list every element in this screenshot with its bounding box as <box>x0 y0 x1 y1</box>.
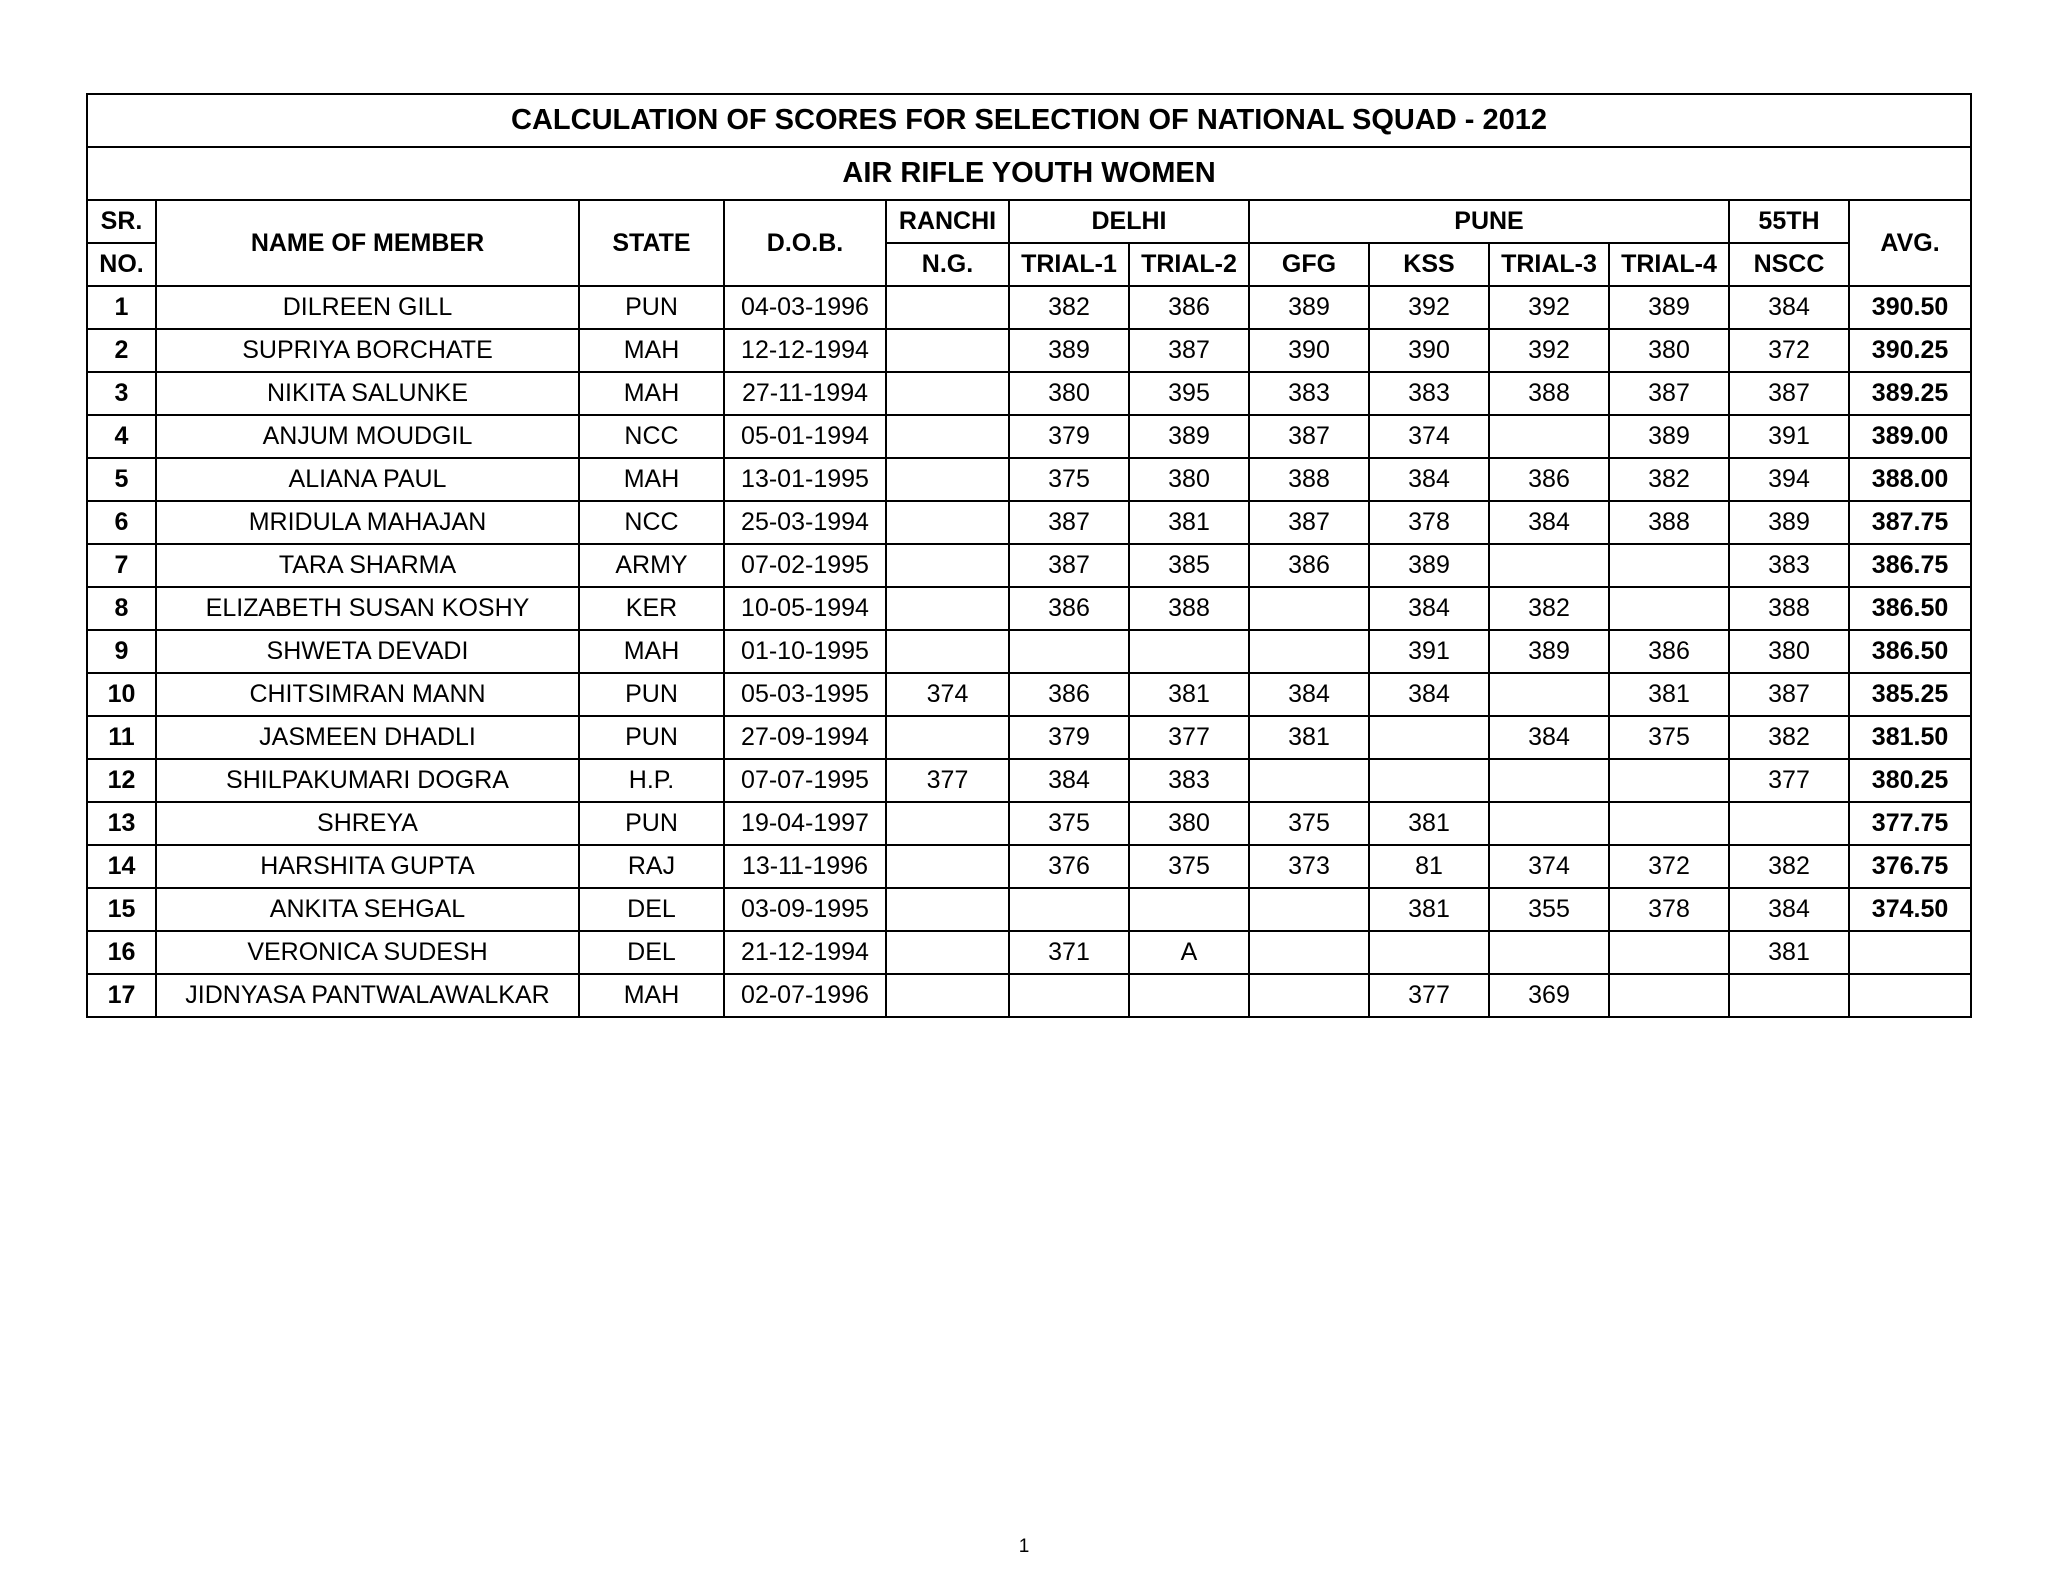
delhi-trial-2-cell: 386 <box>1129 286 1249 329</box>
delhi-trial-2-cell: A <box>1129 931 1249 974</box>
pune-kss-cell: 374 <box>1369 415 1489 458</box>
name-cell: SHILPAKUMARI DOGRA <box>156 759 579 802</box>
avg-cell: 377.75 <box>1849 802 1971 845</box>
nscc-cell: 384 <box>1729 888 1849 931</box>
avg-cell: 389.00 <box>1849 415 1971 458</box>
pune-gfg-cell <box>1249 931 1369 974</box>
nscc-cell: 389 <box>1729 501 1849 544</box>
dob-cell: 04-03-1996 <box>724 286 886 329</box>
pune-kss-cell <box>1369 931 1489 974</box>
sr-cell: 2 <box>87 329 156 372</box>
name-cell: JIDNYASA PANTWALAWALKAR <box>156 974 579 1017</box>
avg-cell: 388.00 <box>1849 458 1971 501</box>
pune-trial-4-cell <box>1609 759 1729 802</box>
sr-cell: 6 <box>87 501 156 544</box>
table-row <box>87 759 1971 802</box>
table-row <box>87 415 1971 458</box>
name-cell: ANJUM MOUDGIL <box>156 415 579 458</box>
delhi-trial-1-cell: 376 <box>1009 845 1129 888</box>
avg-cell: 386.75 <box>1849 544 1971 587</box>
delhi-trial-2-cell: 381 <box>1129 673 1249 716</box>
pune-kss-cell: 390 <box>1369 329 1489 372</box>
state-cell: MAH <box>579 329 724 372</box>
pune-trial-3-cell: 384 <box>1489 716 1609 759</box>
ranchi-ng-cell <box>886 931 1009 974</box>
sr-cell: 5 <box>87 458 156 501</box>
header-dob: D.O.B. <box>724 200 886 286</box>
pune-gfg-cell: 387 <box>1249 415 1369 458</box>
name-cell: VERONICA SUDESH <box>156 931 579 974</box>
table-row <box>87 673 1971 716</box>
delhi-trial-2-cell <box>1129 974 1249 1017</box>
dob-cell: 27-09-1994 <box>724 716 886 759</box>
pune-gfg-cell: 390 <box>1249 329 1369 372</box>
pune-kss-cell: 391 <box>1369 630 1489 673</box>
ranchi-ng-cell <box>886 372 1009 415</box>
header-state: STATE <box>579 200 724 286</box>
dob-cell: 13-01-1995 <box>724 458 886 501</box>
delhi-trial-1-cell: 375 <box>1009 802 1129 845</box>
avg-cell <box>1849 931 1971 974</box>
delhi-trial-1-cell: 389 <box>1009 329 1129 372</box>
header-ng: N.G. <box>886 243 1009 286</box>
pune-trial-4-cell: 386 <box>1609 630 1729 673</box>
name-cell: ANKITA SEHGAL <box>156 888 579 931</box>
pune-trial-4-cell: 372 <box>1609 845 1729 888</box>
pune-kss-cell: 389 <box>1369 544 1489 587</box>
pune-gfg-cell: 373 <box>1249 845 1369 888</box>
sr-cell: 10 <box>87 673 156 716</box>
nscc-cell: 388 <box>1729 587 1849 630</box>
avg-cell: 387.75 <box>1849 501 1971 544</box>
avg-cell: 380.25 <box>1849 759 1971 802</box>
sr-cell: 9 <box>87 630 156 673</box>
avg-cell: 385.25 <box>1849 673 1971 716</box>
pune-kss-cell: 392 <box>1369 286 1489 329</box>
delhi-trial-1-cell: 380 <box>1009 372 1129 415</box>
sheet-subtitle: AIR RIFLE YOUTH WOMEN <box>87 147 1971 200</box>
pune-trial-4-cell: 389 <box>1609 286 1729 329</box>
nscc-cell: 381 <box>1729 931 1849 974</box>
header-trial-4: TRIAL-4 <box>1609 243 1729 286</box>
state-cell: PUN <box>579 716 724 759</box>
header-nscc: NSCC <box>1729 243 1849 286</box>
delhi-trial-2-cell: 377 <box>1129 716 1249 759</box>
page-number: 1 <box>1018 1536 1030 1557</box>
nscc-cell <box>1729 974 1849 1017</box>
nscc-cell: 382 <box>1729 845 1849 888</box>
delhi-trial-1-cell: 375 <box>1009 458 1129 501</box>
ranchi-ng-cell <box>886 329 1009 372</box>
state-cell: MAH <box>579 974 724 1017</box>
header-no: NO. <box>87 243 156 286</box>
header-ranchi: RANCHI <box>886 200 1009 243</box>
ranchi-ng-cell: 374 <box>886 673 1009 716</box>
delhi-trial-2-cell: 380 <box>1129 458 1249 501</box>
sheet-title: CALCULATION OF SCORES FOR SELECTION OF NATIONAL SQUAD - 2012 <box>87 94 1971 147</box>
dob-cell: 02-07-1996 <box>724 974 886 1017</box>
delhi-trial-1-cell <box>1009 974 1129 1017</box>
pune-trial-3-cell <box>1489 544 1609 587</box>
avg-cell <box>1849 974 1971 1017</box>
pune-trial-4-cell: 388 <box>1609 501 1729 544</box>
state-cell: MAH <box>579 372 724 415</box>
sr-cell: 1 <box>87 286 156 329</box>
sr-cell: 13 <box>87 802 156 845</box>
pune-trial-3-cell: 369 <box>1489 974 1609 1017</box>
dob-cell: 03-09-1995 <box>724 888 886 931</box>
delhi-trial-2-cell: 385 <box>1129 544 1249 587</box>
pune-gfg-cell: 384 <box>1249 673 1369 716</box>
name-cell: CHITSIMRAN MANN <box>156 673 579 716</box>
name-cell: NIKITA SALUNKE <box>156 372 579 415</box>
avg-cell: 381.50 <box>1849 716 1971 759</box>
delhi-trial-2-cell: 388 <box>1129 587 1249 630</box>
dob-cell: 05-03-1995 <box>724 673 886 716</box>
sr-cell: 14 <box>87 845 156 888</box>
ranchi-ng-cell: 377 <box>886 759 1009 802</box>
ranchi-ng-cell <box>886 544 1009 587</box>
ranchi-ng-cell <box>886 501 1009 544</box>
ranchi-ng-cell <box>886 716 1009 759</box>
pune-kss-cell: 381 <box>1369 888 1489 931</box>
state-cell: RAJ <box>579 845 724 888</box>
pune-gfg-cell <box>1249 587 1369 630</box>
pune-kss-cell: 383 <box>1369 372 1489 415</box>
pune-kss-cell <box>1369 759 1489 802</box>
pune-trial-3-cell: 384 <box>1489 501 1609 544</box>
pune-trial-4-cell: 387 <box>1609 372 1729 415</box>
delhi-trial-2-cell: 389 <box>1129 415 1249 458</box>
pune-trial-4-cell <box>1609 544 1729 587</box>
delhi-trial-2-cell: 375 <box>1129 845 1249 888</box>
delhi-trial-2-cell: 383 <box>1129 759 1249 802</box>
sr-cell: 3 <box>87 372 156 415</box>
avg-cell: 390.25 <box>1849 329 1971 372</box>
table-row <box>87 544 1971 587</box>
dob-cell: 01-10-1995 <box>724 630 886 673</box>
delhi-trial-2-cell <box>1129 888 1249 931</box>
ranchi-ng-cell <box>886 415 1009 458</box>
ranchi-ng-cell <box>886 845 1009 888</box>
delhi-trial-1-cell: 379 <box>1009 415 1129 458</box>
delhi-trial-2-cell: 387 <box>1129 329 1249 372</box>
table-row <box>87 458 1971 501</box>
nscc-cell: 380 <box>1729 630 1849 673</box>
state-cell: ARMY <box>579 544 724 587</box>
sr-cell: 17 <box>87 974 156 1017</box>
pune-kss-cell: 384 <box>1369 673 1489 716</box>
table-row <box>87 888 1971 931</box>
table-row <box>87 716 1971 759</box>
table-row <box>87 329 1971 372</box>
sr-cell: 7 <box>87 544 156 587</box>
sr-cell: 8 <box>87 587 156 630</box>
delhi-trial-1-cell <box>1009 888 1129 931</box>
header-trial-2: TRIAL-2 <box>1129 243 1249 286</box>
table-row <box>87 372 1971 415</box>
dob-cell: 27-11-1994 <box>724 372 886 415</box>
nscc-cell: 391 <box>1729 415 1849 458</box>
pune-trial-4-cell: 382 <box>1609 458 1729 501</box>
header-sr: SR. <box>87 200 156 243</box>
delhi-trial-1-cell <box>1009 630 1129 673</box>
dob-cell: 12-12-1994 <box>724 329 886 372</box>
delhi-trial-1-cell: 386 <box>1009 673 1129 716</box>
pune-trial-3-cell: 382 <box>1489 587 1609 630</box>
pune-gfg-cell <box>1249 888 1369 931</box>
ranchi-ng-cell <box>886 587 1009 630</box>
ranchi-ng-cell <box>886 458 1009 501</box>
state-cell: DEL <box>579 888 724 931</box>
table-row <box>87 630 1971 673</box>
sr-cell: 15 <box>87 888 156 931</box>
pune-trial-3-cell: 355 <box>1489 888 1609 931</box>
pune-trial-4-cell: 378 <box>1609 888 1729 931</box>
header-delhi: DELHI <box>1009 200 1249 243</box>
sr-cell: 11 <box>87 716 156 759</box>
pune-kss-cell: 384 <box>1369 587 1489 630</box>
pune-trial-4-cell <box>1609 587 1729 630</box>
state-cell: PUN <box>579 673 724 716</box>
pune-gfg-cell: 388 <box>1249 458 1369 501</box>
ranchi-ng-cell <box>886 630 1009 673</box>
sr-cell: 4 <box>87 415 156 458</box>
delhi-trial-1-cell: 387 <box>1009 501 1129 544</box>
name-cell: DILREEN GILL <box>156 286 579 329</box>
pune-trial-3-cell: 389 <box>1489 630 1609 673</box>
state-cell: MAH <box>579 458 724 501</box>
nscc-cell: 387 <box>1729 673 1849 716</box>
state-cell: KER <box>579 587 724 630</box>
pune-gfg-cell: 381 <box>1249 716 1369 759</box>
pune-trial-3-cell: 392 <box>1489 329 1609 372</box>
pune-trial-4-cell <box>1609 974 1729 1017</box>
table-row <box>87 501 1971 544</box>
pune-kss-cell <box>1369 716 1489 759</box>
name-cell: ELIZABETH SUSAN KOSHY <box>156 587 579 630</box>
pune-gfg-cell <box>1249 974 1369 1017</box>
sr-cell: 12 <box>87 759 156 802</box>
name-cell: SUPRIYA BORCHATE <box>156 329 579 372</box>
pune-trial-3-cell <box>1489 673 1609 716</box>
nscc-cell: 382 <box>1729 716 1849 759</box>
avg-cell: 374.50 <box>1849 888 1971 931</box>
nscc-cell: 377 <box>1729 759 1849 802</box>
pune-gfg-cell: 375 <box>1249 802 1369 845</box>
dob-cell: 07-07-1995 <box>724 759 886 802</box>
state-cell: PUN <box>579 286 724 329</box>
nscc-cell: 387 <box>1729 372 1849 415</box>
avg-cell: 389.25 <box>1849 372 1971 415</box>
state-cell: MAH <box>579 630 724 673</box>
pune-trial-3-cell <box>1489 931 1609 974</box>
pune-gfg-cell: 389 <box>1249 286 1369 329</box>
nscc-cell <box>1729 802 1849 845</box>
table-row <box>87 587 1971 630</box>
header-gfg: GFG <box>1249 243 1369 286</box>
header-55th: 55TH <box>1729 200 1849 243</box>
pune-gfg-cell <box>1249 630 1369 673</box>
delhi-trial-2-cell: 381 <box>1129 501 1249 544</box>
pune-trial-3-cell: 392 <box>1489 286 1609 329</box>
scores-table <box>86 93 1972 1018</box>
state-cell: NCC <box>579 501 724 544</box>
avg-cell: 390.50 <box>1849 286 1971 329</box>
pune-kss-cell: 384 <box>1369 458 1489 501</box>
delhi-trial-1-cell: 384 <box>1009 759 1129 802</box>
pune-gfg-cell <box>1249 759 1369 802</box>
pune-trial-3-cell <box>1489 802 1609 845</box>
header-trial-3: TRIAL-3 <box>1489 243 1609 286</box>
ranchi-ng-cell <box>886 974 1009 1017</box>
pune-trial-3-cell <box>1489 415 1609 458</box>
pune-trial-4-cell: 381 <box>1609 673 1729 716</box>
state-cell: H.P. <box>579 759 724 802</box>
pune-kss-cell: 381 <box>1369 802 1489 845</box>
sr-cell: 16 <box>87 931 156 974</box>
nscc-cell: 384 <box>1729 286 1849 329</box>
table-row <box>87 974 1971 1017</box>
header-avg: AVG. <box>1849 200 1971 286</box>
name-cell: SHWETA DEVADI <box>156 630 579 673</box>
pune-trial-4-cell <box>1609 931 1729 974</box>
name-cell: ALIANA PAUL <box>156 458 579 501</box>
table-row <box>87 286 1971 329</box>
delhi-trial-1-cell: 382 <box>1009 286 1129 329</box>
pune-trial-4-cell: 375 <box>1609 716 1729 759</box>
nscc-cell: 394 <box>1729 458 1849 501</box>
ranchi-ng-cell <box>886 286 1009 329</box>
avg-cell: 376.75 <box>1849 845 1971 888</box>
name-cell: TARA SHARMA <box>156 544 579 587</box>
pune-gfg-cell: 383 <box>1249 372 1369 415</box>
delhi-trial-1-cell: 379 <box>1009 716 1129 759</box>
header-pune: PUNE <box>1249 200 1729 243</box>
avg-cell: 386.50 <box>1849 587 1971 630</box>
pune-trial-4-cell: 389 <box>1609 415 1729 458</box>
pune-trial-3-cell: 388 <box>1489 372 1609 415</box>
pune-trial-4-cell: 380 <box>1609 329 1729 372</box>
dob-cell: 25-03-1994 <box>724 501 886 544</box>
header-trial-1: TRIAL-1 <box>1009 243 1129 286</box>
ranchi-ng-cell <box>886 802 1009 845</box>
table-row <box>87 845 1971 888</box>
header-name: NAME OF MEMBER <box>156 200 579 286</box>
delhi-trial-2-cell: 380 <box>1129 802 1249 845</box>
pune-trial-3-cell: 374 <box>1489 845 1609 888</box>
pune-trial-4-cell <box>1609 802 1729 845</box>
delhi-trial-1-cell: 387 <box>1009 544 1129 587</box>
state-cell: DEL <box>579 931 724 974</box>
pune-kss-cell: 377 <box>1369 974 1489 1017</box>
pune-kss-cell: 378 <box>1369 501 1489 544</box>
table-row <box>87 931 1971 974</box>
delhi-trial-1-cell: 371 <box>1009 931 1129 974</box>
dob-cell: 21-12-1994 <box>724 931 886 974</box>
name-cell: JASMEEN DHADLI <box>156 716 579 759</box>
dob-cell: 10-05-1994 <box>724 587 886 630</box>
avg-cell: 386.50 <box>1849 630 1971 673</box>
pune-trial-3-cell <box>1489 759 1609 802</box>
dob-cell: 05-01-1994 <box>724 415 886 458</box>
pune-gfg-cell: 386 <box>1249 544 1369 587</box>
name-cell: SHREYA <box>156 802 579 845</box>
name-cell: HARSHITA GUPTA <box>156 845 579 888</box>
dob-cell: 13-11-1996 <box>724 845 886 888</box>
state-cell: PUN <box>579 802 724 845</box>
delhi-trial-1-cell: 386 <box>1009 587 1129 630</box>
name-cell: MRIDULA MAHAJAN <box>156 501 579 544</box>
ranchi-ng-cell <box>886 888 1009 931</box>
pune-trial-3-cell: 386 <box>1489 458 1609 501</box>
nscc-cell: 383 <box>1729 544 1849 587</box>
header-kss: KSS <box>1369 243 1489 286</box>
delhi-trial-2-cell <box>1129 630 1249 673</box>
dob-cell: 07-02-1995 <box>724 544 886 587</box>
nscc-cell: 372 <box>1729 329 1849 372</box>
pune-kss-cell: 81 <box>1369 845 1489 888</box>
state-cell: NCC <box>579 415 724 458</box>
pune-gfg-cell: 387 <box>1249 501 1369 544</box>
table-row <box>87 802 1971 845</box>
dob-cell: 19-04-1997 <box>724 802 886 845</box>
delhi-trial-2-cell: 395 <box>1129 372 1249 415</box>
